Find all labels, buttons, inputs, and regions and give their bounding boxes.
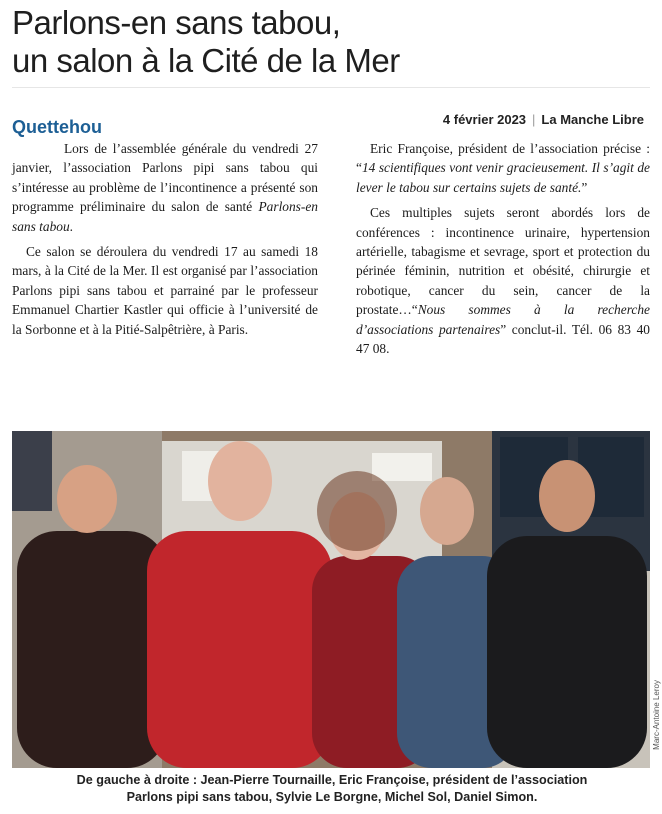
paragraph-quote <box>356 139 650 197</box>
headline-line-1: Parlons-en sans tabou, <box>12 4 341 41</box>
quote-partners: Nous sommes à la recherche d’associations partenaires <box>356 302 650 337</box>
caption-line-1: De gauche à droite : Jean-Pierre Tournaille, Eric Françoise, président de l’association <box>76 773 588 787</box>
quote-text: 14 scientifiques vont venir gracieusement. Il s’agit de lever le tabou sur certains sujets de santé. <box>356 160 650 195</box>
quote-close: ” <box>581 179 588 195</box>
quote-intro: Eric Françoise, président de l’association précise : “ <box>356 141 650 176</box>
photo-credit: Marc-Antoine Leroy <box>652 680 661 750</box>
topics-end: ” conclut-il. Tél. 06 83 40 47 08. <box>356 321 650 357</box>
paragraph-dates: Ce salon se déroulera du vendredi 17 au samedi 18 mars, à la Cité de la Mer. Il est organisé par l’association Parlons pipi sans tabou et parrainé par le professeur Emmanuel Chartier Kastler qui officie à l’université de la Sorbonne et à la Pitié-Salpêtrière, à Paris. <box>12 244 318 337</box>
kicker-location: Quettehou <box>12 117 102 137</box>
body-column-left <box>12 139 318 339</box>
paragraph-intro <box>12 139 318 236</box>
publication-source: La Manche Libre <box>541 112 644 127</box>
headline-line-2: un salon à la Cité de la Mer <box>12 42 400 79</box>
header-rule <box>12 87 650 88</box>
group-photo <box>12 431 650 768</box>
caption-line-2: Parlons pipi sans tabou, Sylvie Le Borgne, Michel Sol, Daniel Simon. <box>126 790 538 804</box>
dateline <box>443 112 644 127</box>
group-photo-illustration <box>12 431 650 768</box>
paragraph-intro-end: . <box>69 218 74 234</box>
dateline-separator: | <box>532 112 536 127</box>
paragraph-topics <box>356 203 650 358</box>
photo-caption <box>12 772 652 806</box>
body-column-right <box>356 139 650 358</box>
salon-name-italic: Parlons-en sans tabou <box>12 199 318 234</box>
paragraph-intro-text: Lors de l’assemblée générale du vendredi 27 janvier, l’association Parlons pipi sans tabou qui s’intéresse au problème de l’incontinence a présenté son programme préliminaire du salon de santé <box>12 141 318 215</box>
topics-text: Ces multiples sujets seront abordés lors de conférences : incontinence urinaire, hypertension artérielle, tabagisme et sevrage, sport et protection du périnée féminin, nutrition et obésité, chirurgie et robotique, cancer du sein, cancer de la prostate…“ <box>356 205 650 318</box>
headline <box>12 4 652 80</box>
publication-date: 4 février 2023 <box>442 112 527 127</box>
